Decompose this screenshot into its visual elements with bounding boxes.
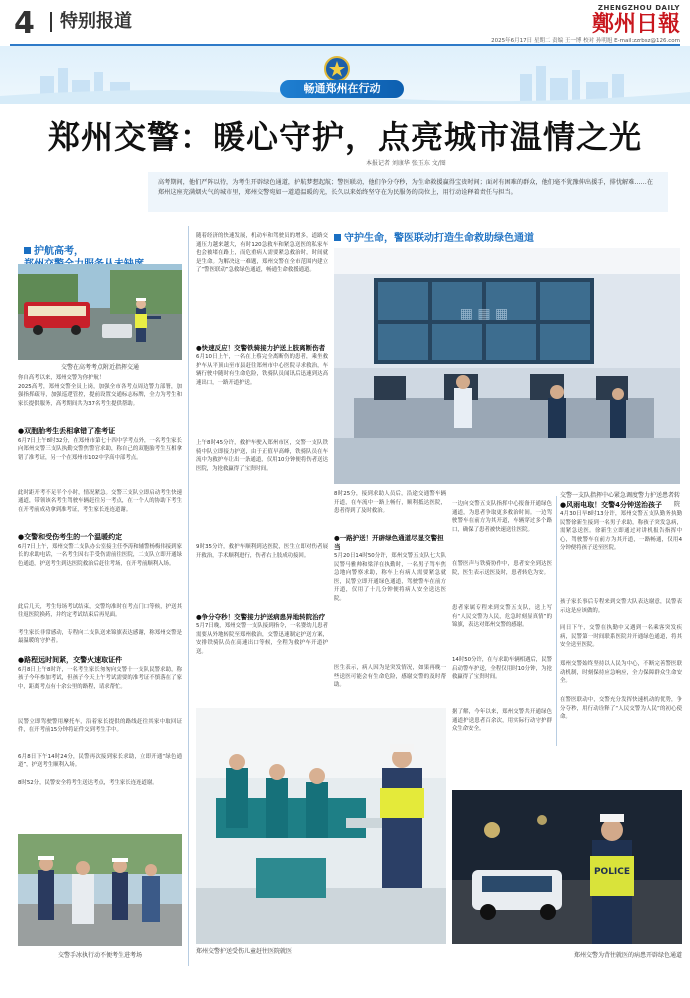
paragraph: 5月7日晚，郑州交警一支队接到指令，一名婴幼儿患者需要从外地转院至郑州救治，交警迅速制定护送方案，安排铁骑队员在高速出口等候，全程为救护车开道护送。 <box>196 623 328 655</box>
paragraph: 民警立即驾驶警用摩托车，沿着家长提供的路线赶往其家中取回证件，在开考前15分钟将证件交到考生手中。 <box>18 718 182 734</box>
paragraph: 6月7日上午，郑州交警二支队办公室接主任李涛和辅警杨梅伟接到家长的求助电话，一名考生因右手受伤需前往医院，二支队立即开通绿色通道，护送考生到达医院救治后赶往考场，在开考前顺利入场。 <box>18 543 182 567</box>
masthead <box>592 4 680 36</box>
byline: 本报记者 刘康华 张玉东 文/图 <box>366 160 446 167</box>
subheading: ●路程远时间紧，交警火速取证件 <box>18 655 123 664</box>
right-article <box>560 500 682 740</box>
paragraph: 上午8时45分许，救护车驶入郑州市区，交警一支队铁骑中队立即接力护送，由于正值早高峰，铁骑队员在车流中为救护车让出一条通道，仅用10分钟便将伤者送达医院，为抢救赢得了宝贵时间。 <box>196 440 328 472</box>
campaign-badge: 畅通郑州在行动 <box>280 80 404 98</box>
paragraph: 4月30日早8时13分许，郑州交警五支队勤务执勤民警徐新生接到一名男子求助，称孩子突发急病，需紧急送医。徐新生立即通过对讲机报告指挥中心，驾驶警车在前方为其开道，一路畅通，仅用4分钟便将孩子送至医院。 <box>560 511 682 552</box>
column-divider <box>188 226 189 966</box>
paragraph: 2025高考，郑州交警全员上岗，加强全市各考点周边警力部署，加强指挥疏导，加强巡逻管控，提前设置交通标志标牌，全力为考生和家长提供服务，高考期间共为37名考生提供帮助。 <box>18 383 182 407</box>
paragraph: 6月10日上午，一名在上蔡完全离断伤的患者，乘坐救护车从平顶山至市县赶往郑州市中心医院寻求救治，车辆行驶中随时有生命危险，铁骑队员闻讯后迅速到达高速出口，一路开道护送。 <box>196 354 328 386</box>
paragraph: 5月20日14时50分许，郑州交警五支队七大队民警马雅帅和梁洋在执勤时，一名男子驾车焦急地向警察求助，称车上有病人需要紧急就医，民警立即开通绿色通道，驾驶警车在前方开道，仅用了十几分钟便将病人安全送达医院。 <box>334 553 446 602</box>
paragraph: 14时50分许，在与求助车辆相遇后，民警启动警车护送，全程仅用时10分钟，为抢救赢得了宝贵时间。 <box>452 657 552 681</box>
subheading: ●一路护送！开辟绿色通道尽显交警担当 <box>334 534 444 551</box>
middle-col-1 <box>196 232 328 718</box>
paragraph: 9时35分许，救护车顺利到达医院，医生立即对伤者展开救治，手术顺利进行，伤者右上肢成功接回。 <box>196 544 328 559</box>
photo-caption-command: 交警一支队指挥中心紧急调度警力护送患者转院 <box>560 492 681 508</box>
photo-caption-exam: 交警在高考考点附近指挥交通 <box>60 364 139 371</box>
photo-hospital-escort <box>196 708 446 944</box>
issue-meta: 2025年6月17日 星期二 责编 王一博 校对 孙明旭 E-mail:zzrbsz@126.com <box>491 38 680 44</box>
svg-text:POLICE: POLICE <box>593 867 631 877</box>
photo-night-escort <box>452 790 682 944</box>
subheading: ●交警和受伤考生的一个温暖约定 <box>18 532 123 541</box>
brand-logo: 鄭州日報 <box>591 11 680 37</box>
left-article <box>18 374 182 797</box>
subheading: ●风雨电取！交警4分钟送治孩子 <box>560 501 662 509</box>
paragraph: 此时距开考不足半个小时，情况紧急。交警三支队立即启动考生快速通道，带领该名考生驾驶车辆赶往另一考点，在一个人的协助下考生在开考前成功拿到准考证，考生家长连连道谢。 <box>18 489 182 513</box>
paragraph: 在警医联动中，交警充分发挥快速机动的优势，争分夺秒，用行动诠释了“人民交警为人民”的初心使命。 <box>560 697 682 721</box>
paragraph: 8时52分，民警安全将考生送达考点，考生家长连连道谢。 <box>18 779 158 786</box>
photo-caption-escort: 交警手冰执行动不便考生进考场 <box>57 952 142 959</box>
middle-col-2 <box>334 490 446 742</box>
paragraph: 郑州交警始终坚持以人民为中心，不断完善警医联动机制，时刻保持应急响应，全力保障群众生命安全。 <box>560 661 682 685</box>
subheading: ●争分夺秒！交警接力护送病患异地转院治疗 <box>196 613 326 621</box>
paragraph: 同日下午，交警在执勤中又遇到一名乘客突发疾病，民警第一时间联系医院并开通绿色通道，将其安全送至医院。 <box>560 625 682 649</box>
paragraph: 6月8日上午8时许，一名考生家长匆匆向交警十一支队民警求助，称孩子今年参加考试，但孩子今天上午考试需要的准考证不慎落在了家中，距离考点有十余公里的路程，请求帮忙。 <box>18 666 182 690</box>
left-column-heading: 护航高考， <box>24 232 174 271</box>
paragraph: 6月8日下午14时24分，民警再次接到家长求助，立即开通“绿色通道”，护送考生顺利入场。 <box>18 753 182 769</box>
paragraph: 孩子家长事后专程来到交警大队表达谢意，民警表示这是应该做的。 <box>560 599 682 614</box>
photo-caption-night: 郑州交警为背往就医的病患开辟绿色通道 <box>573 952 682 959</box>
paragraph: 此后几天，考生每场考试结束，交警均准时在考点门口等候，护送其往返医院换药，并约定考试结束后再见面。 <box>18 603 182 619</box>
middle-col-3 <box>452 500 552 752</box>
paragraph: 你自高考以来，郑州交警为你护航！ <box>18 375 105 381</box>
heading-marker-icon <box>334 234 341 241</box>
paragraph: 据了解，今年以来，郑州交警共开通绿色通道护送患者百余次，用实际行动守护群众生命安全。 <box>452 709 552 733</box>
photo-exam-traffic <box>18 264 182 360</box>
photo-command-center <box>334 248 680 484</box>
page-number: 4 <box>14 6 35 41</box>
paragraph: 考生家长非常感动，专程向二支队送来锦旗表达感谢，称郑州交警是最温暖的守护者。 <box>18 629 182 645</box>
svg-text:▦ ▦ ▦: ▦ ▦ ▦ <box>459 306 509 322</box>
column-divider <box>556 496 557 746</box>
police-emblem-icon <box>324 56 350 82</box>
photo-exam-escort <box>18 834 182 946</box>
subheading: ●快速反应！交警铁骑接力护送上肢离断伤者 <box>196 344 326 352</box>
paragraph: 医生表示，病人因为是突发情况，如果再晚一些送医可能会有生命危险，感谢交警的及时帮助。 <box>334 665 446 689</box>
paragraph: 患者家属专程来到交警五支队，送上写有“人民交警为人民，危急时刻显真情”的锦旗，表达对郑州交警的感谢。 <box>452 605 552 629</box>
paragraph: 6月7日上午8时32分，在郑州市第七十四中学考点外，一名考生家长向郑州交警三支队执勤交警焦警官求助，称自己的双胞胎考生互相拿错了准考证，另一个在郑州市102中学高中部考点。 <box>18 437 182 461</box>
heading-marker-icon <box>24 247 31 254</box>
paragraph: 一边向交警五支队指挥中心报备开通绿色通道，为患者争取更多救治时间。一边驾驶警车在前方为其开道，车辆穿过多个路口，确保了患者被快速送往医院。 <box>452 501 552 533</box>
paragraph: 在警医声与铁骑协作中，患者安全到达医院，医生表示送医及时，患者转危为安。 <box>452 561 552 576</box>
subheading: ●双胞胎考生丢相拿错了准考证 <box>18 426 116 435</box>
section-title: 特别报道 <box>50 12 132 32</box>
paragraph: 8时25分，接到求助人员后，沿途交通警车辆开道，在车流中一路上畅行，顺利抵达医院，患者得到了及时救治。 <box>334 491 446 515</box>
paragraph: 随着经济的快速发展，机动车和驾驶员的增多，道路交通压力越来越大，有时120急救车和紧急送医的私家车也会被堵在路上，而危重病人需要紧急救治时，时间就是生命。为解决这一难题，郑州交警在全市范围内建立了“警医联动”急救绿色通道，畅通生命救援通道。 <box>196 233 328 274</box>
main-headline: 郑州交警：暖心守护，点亮城市温情之光 <box>47 118 642 156</box>
intro-box: 高考期间，他们严阵以待，为考生开辟绿色通道，护航梦想起航；警医联动，他们争分夺秒，为生命救援赢得宝贵时间；面对有困难的群众，他们毫不犹豫伸出援手，排忧解难……在郑州这座充满烟火气的城市里，郑州交警宛如一道道温暖的光，长久以来始终坚守在为民服务的岗位上，用行动诠释着责任与担当。 <box>148 172 668 212</box>
photo-caption-hospital: 郑州交警护送受伤儿童赶往医院就医 <box>196 948 293 955</box>
middle-section-heading: 守护生命，警医联动打造生命救助绿色通道 <box>334 232 634 245</box>
brand-en: ZHENGZHOU DAILY <box>597 4 680 12</box>
